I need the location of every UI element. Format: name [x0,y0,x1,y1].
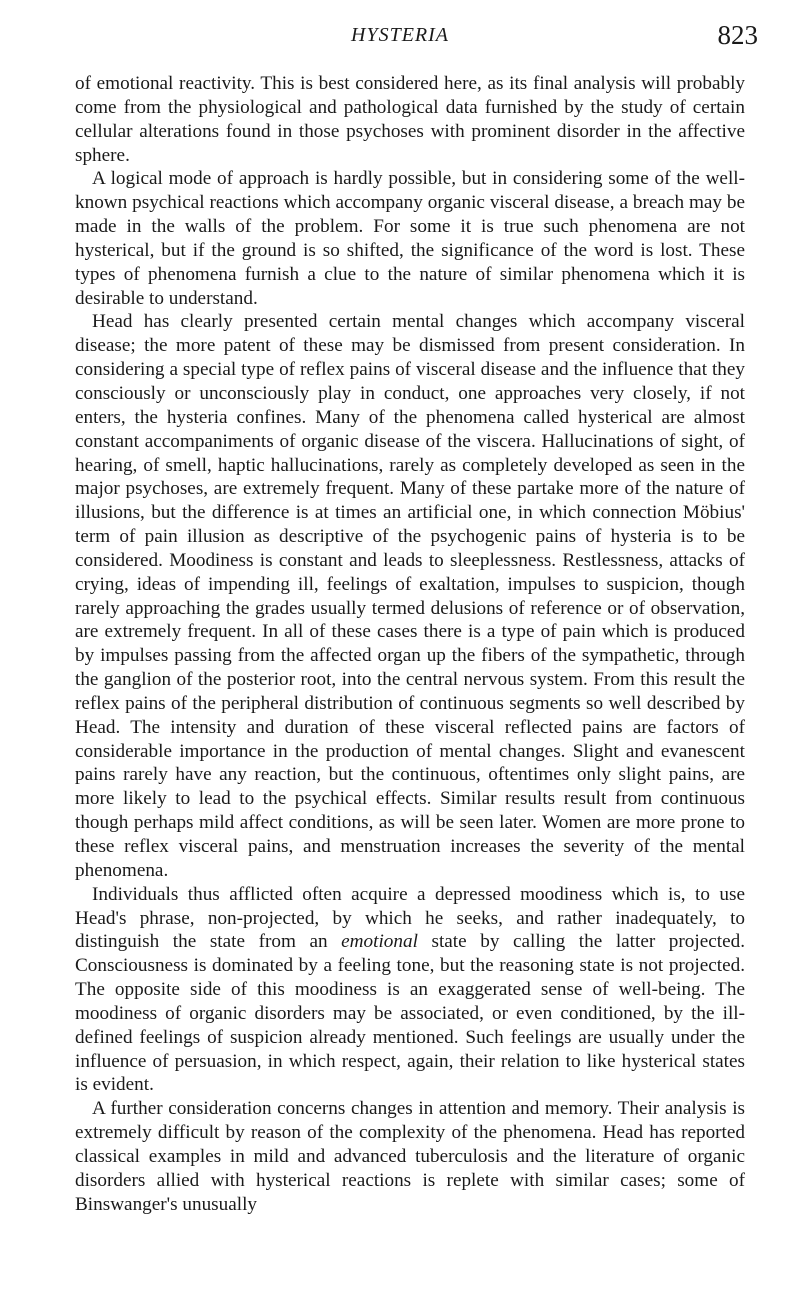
emphasized-word: emotional [341,931,418,953]
paragraph-text-after-emphasis: state by calling the latter projected. Consciousness is dominated by a feeling tone, but the reasoning state is not projected. The opposite side of this moodiness is an exaggerated sense of well-being. The moodiness of organic disorders may be associated, or even conditioned, by the ill-defined feelings of suspicion already mentioned. Such feelings are usually under the influence of persuasion, in which respect, again, their relation to like hysterical states is evident. [75,931,745,1096]
running-title: HYSTERIA [351,24,449,46]
paragraph-depressed-moodiness [75,883,745,1098]
running-head [0,20,800,54]
body-text [75,72,745,1217]
paragraph-text-before-emphasis: Individuals thus afflicted often acquire a depressed moodiness which is, to use Head's phrase, non-projected, by which he seeks, and rather inadequately, to distinguish the state from an [75,883,745,953]
paragraph-attention-memory: A further consideration concerns changes in attention and memory. Their analysis is extremely difficult by reason of the complexity of the phenomena. Head has reported classical examples in mild and advanced tuberculosis and the literature of organic disorders allied with hysterical reactions is replete with similar cases; some of Binswanger's unusually [75,1098,745,1215]
page-number: 823 [717,20,758,50]
paragraph-visceral-disease: Head has clearly presented certain mental changes which accompany visceral disease; the more patent of these may be dismissed from present consideration. In considering a special type of reflex pains of visceral disease and the influence that they consciously or unconsciously play in conduct, one approaches very closely, if not enters, the hysteria confines. Many of the phenomena called hysterical are almost constant accompaniments of organic disease of the viscera. Hallucinations of sight, of hearing, of smell, haptic hallucinations, rarely as completely developed as seen in the major psychoses, are extremely frequent. Many of these partake more of the nature of illusions, but the difference is at times an artificial one, in which connection Möbius' term of pain illusion as descriptive of the psychogenic pains of hysteria is to be considered. Moodiness is constant and leads to sleeplessness. Restlessness, attacks of crying, ideas of impending ill, feelings of exaltation, impulses to suspicion, though rarely approaching the grades usually termed delusions of reference or of observation, are extremely frequent. In all of these cases there is a type of pain which is produced by impulses passing from the affected organ up the fibers of the sympathetic, through the ganglion of the posterior root, into the central nervous system. From this result the reflex pains of the peripheral distribution of continuous segments so well described by Head. The intensity and duration of these visceral reflected pains are factors of considerable importance in the production of mental changes. Slight and evanescent pains rarely have any reaction, but the continuous, oftentimes only slight pains, are more likely to lead to the psychical effects. Similar results result from continuous though perhaps mild affect conditions, as will be seen later. Women are more prone to these reflex visceral pains, and menstruation increases the severity of the mental phenomena. [75,311,745,881]
paragraph-continued: of emotional reactivity. This is best considered here, as its final analysis will probably come from the physiological and pathological data furnished by the study of certain cellular alterations found in those psychoses with prominent disorder in the affective sphere. [75,73,745,166]
paragraph-logical-approach: A logical mode of approach is hardly possible, but in considering some of the well-known psychical reactions which accompany organic visceral disease, a breach may be made in the walls of the problem. For some it is true such phenomena are not hysterical, but if the ground is so shifted, the significance of the word is lost. These types of phenomena furnish a clue to the nature of similar phenomena which it is desirable to understand. [75,168,745,309]
